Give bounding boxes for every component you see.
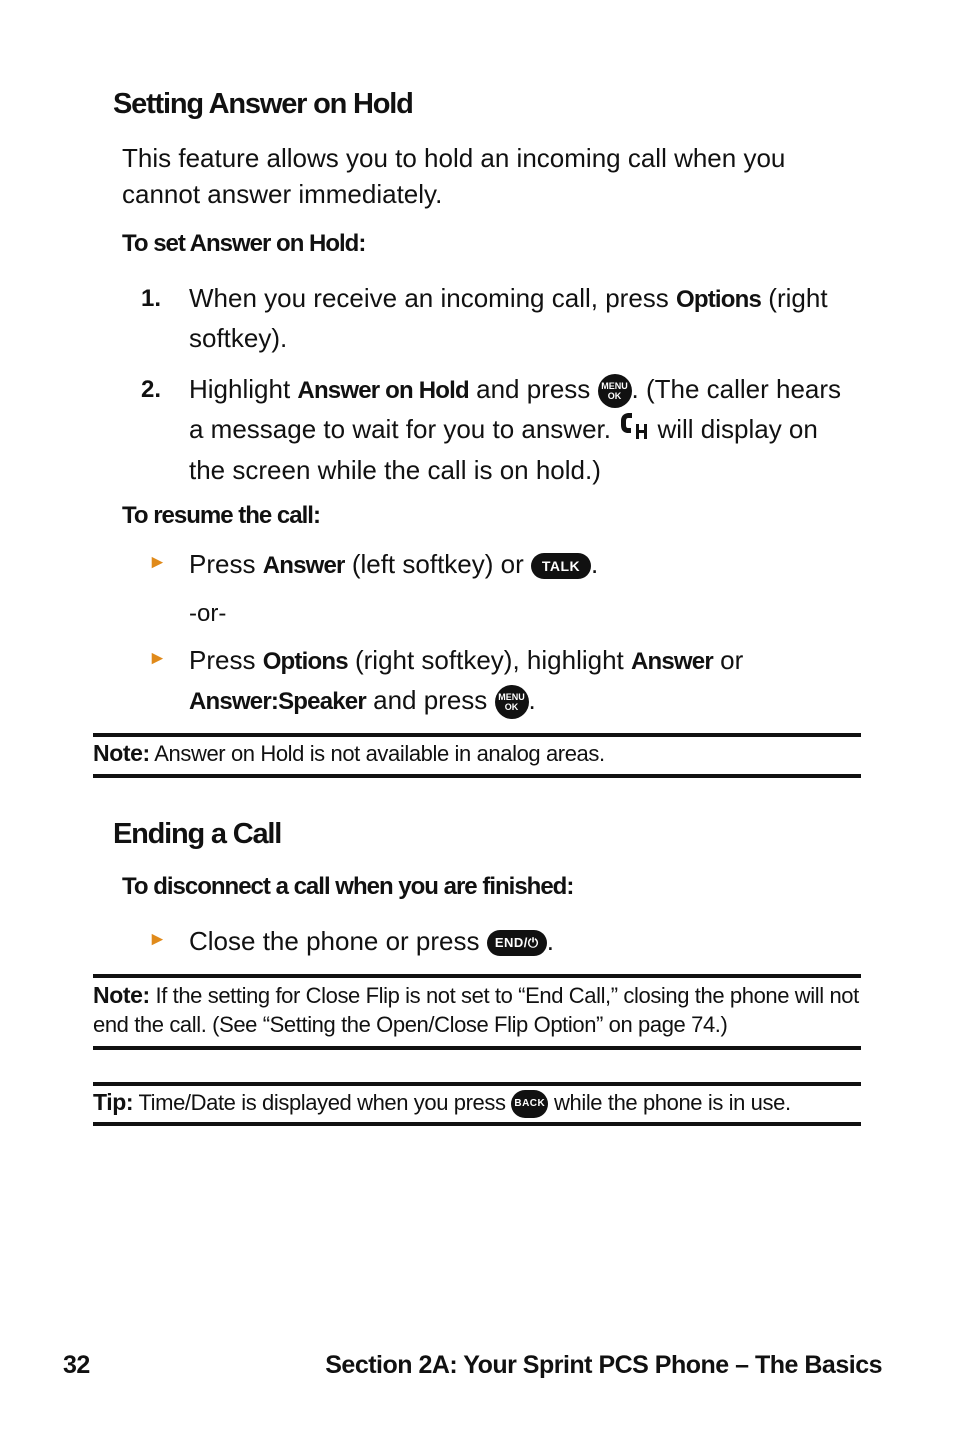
intro-paragraph: This feature allows you to hold an incoming call when you cannot answer immediately. bbox=[122, 143, 786, 209]
ending-bullet-pre: Close the phone or press bbox=[189, 926, 487, 956]
call-on-hold-icon bbox=[618, 411, 650, 451]
note-label: Note: bbox=[93, 740, 150, 766]
subheading-disconnect-call: To disconnect a call when you are finished: bbox=[122, 873, 574, 900]
note-text: If the setting for Close Flip is not set to “End Call,” closing the phone will not end the call. (See “Setting the Open/Close Flip Option” on page 74.) bbox=[93, 983, 859, 1037]
bullet-2-text bbox=[189, 641, 861, 721]
note-close-flip bbox=[93, 981, 861, 1039]
subheading-set-answer-on-hold: To set Answer on Hold: bbox=[122, 230, 366, 257]
bullet-1-pre: Press bbox=[189, 549, 263, 579]
or-separator: -or- bbox=[189, 600, 227, 627]
step-1-text bbox=[189, 279, 861, 357]
bullet-1-text bbox=[189, 545, 861, 585]
step-2-text bbox=[189, 370, 861, 489]
tip-post: while the phone is in use. bbox=[548, 1090, 791, 1115]
section-heading-ending-a-call: Ending a Call bbox=[113, 818, 282, 850]
bullet-1-post: . bbox=[590, 549, 599, 579]
bullet-arrow-icon: ► bbox=[148, 648, 167, 669]
tip-pre: Time/Date is displayed when you press bbox=[133, 1090, 512, 1115]
menu-ok-key-icon: MENU OK bbox=[495, 685, 529, 719]
step-2-answer-on-hold-label: Answer on Hold bbox=[297, 377, 469, 404]
page-number: 32 bbox=[63, 1351, 90, 1379]
note-bottom-rule bbox=[93, 1046, 861, 1050]
note-top-rule bbox=[93, 974, 861, 978]
bullet-2-mid1: (right softkey), highlight bbox=[347, 645, 631, 675]
step-number-2: 2. bbox=[141, 376, 162, 403]
note-answer-on-hold bbox=[93, 739, 861, 768]
tip-label: Tip: bbox=[93, 1089, 134, 1115]
bullet-2-mid3: and press bbox=[365, 685, 495, 715]
step-number-1: 1. bbox=[141, 285, 162, 312]
bullet-1-mid: (left softkey) or bbox=[344, 549, 531, 579]
end-key-icon: END/⏻ bbox=[487, 930, 547, 956]
bullet-2-answer-speaker-label: Answer:Speaker bbox=[189, 688, 366, 715]
note-top-rule bbox=[93, 733, 861, 737]
back-key-icon: BACK bbox=[511, 1090, 548, 1118]
step-1-options-label: Options bbox=[676, 286, 762, 313]
step-1-post: (right softkey). bbox=[189, 283, 828, 353]
step-1-pre: When you receive an incoming call, press bbox=[189, 283, 677, 313]
tip-top-rule bbox=[93, 1082, 861, 1086]
note-bottom-rule bbox=[93, 774, 861, 778]
subheading-resume-call: To resume the call: bbox=[122, 502, 320, 529]
note-text: Answer on Hold is not available in analog areas. bbox=[149, 741, 605, 766]
step-2-after-icon: will display on the screen while the call is on hold.) bbox=[189, 414, 818, 486]
step-2-mid: and press bbox=[468, 374, 598, 404]
note-label: Note: bbox=[93, 982, 150, 1008]
tip-time-date bbox=[93, 1088, 861, 1118]
bullet-arrow-icon: ► bbox=[148, 552, 167, 573]
step-2-after-key: . (The caller hears a message to wait for you to answer. bbox=[189, 374, 842, 444]
menu-ok-key-icon: MENU OK bbox=[598, 374, 632, 408]
talk-key-icon: TALK bbox=[531, 553, 591, 579]
step-2-pre: Highlight bbox=[189, 374, 298, 404]
bullet-2-pre: Press bbox=[189, 645, 263, 675]
bullet-2-options-label: Options bbox=[262, 648, 348, 675]
section-heading-answer-on-hold: Setting Answer on Hold bbox=[113, 88, 413, 120]
footer-section-title: Section 2A: Your Sprint PCS Phone – The Basics bbox=[325, 1351, 882, 1379]
bullet-2-post: . bbox=[528, 685, 536, 715]
bullet-arrow-icon: ► bbox=[148, 929, 167, 950]
bullet-1-answer-label: Answer bbox=[262, 552, 345, 579]
bullet-2-mid2: or bbox=[712, 645, 744, 675]
tip-bottom-rule bbox=[93, 1122, 861, 1126]
bullet-2-answer-label: Answer bbox=[630, 648, 713, 675]
ending-bullet-post: . bbox=[546, 926, 554, 956]
ending-bullet-text bbox=[189, 922, 861, 960]
